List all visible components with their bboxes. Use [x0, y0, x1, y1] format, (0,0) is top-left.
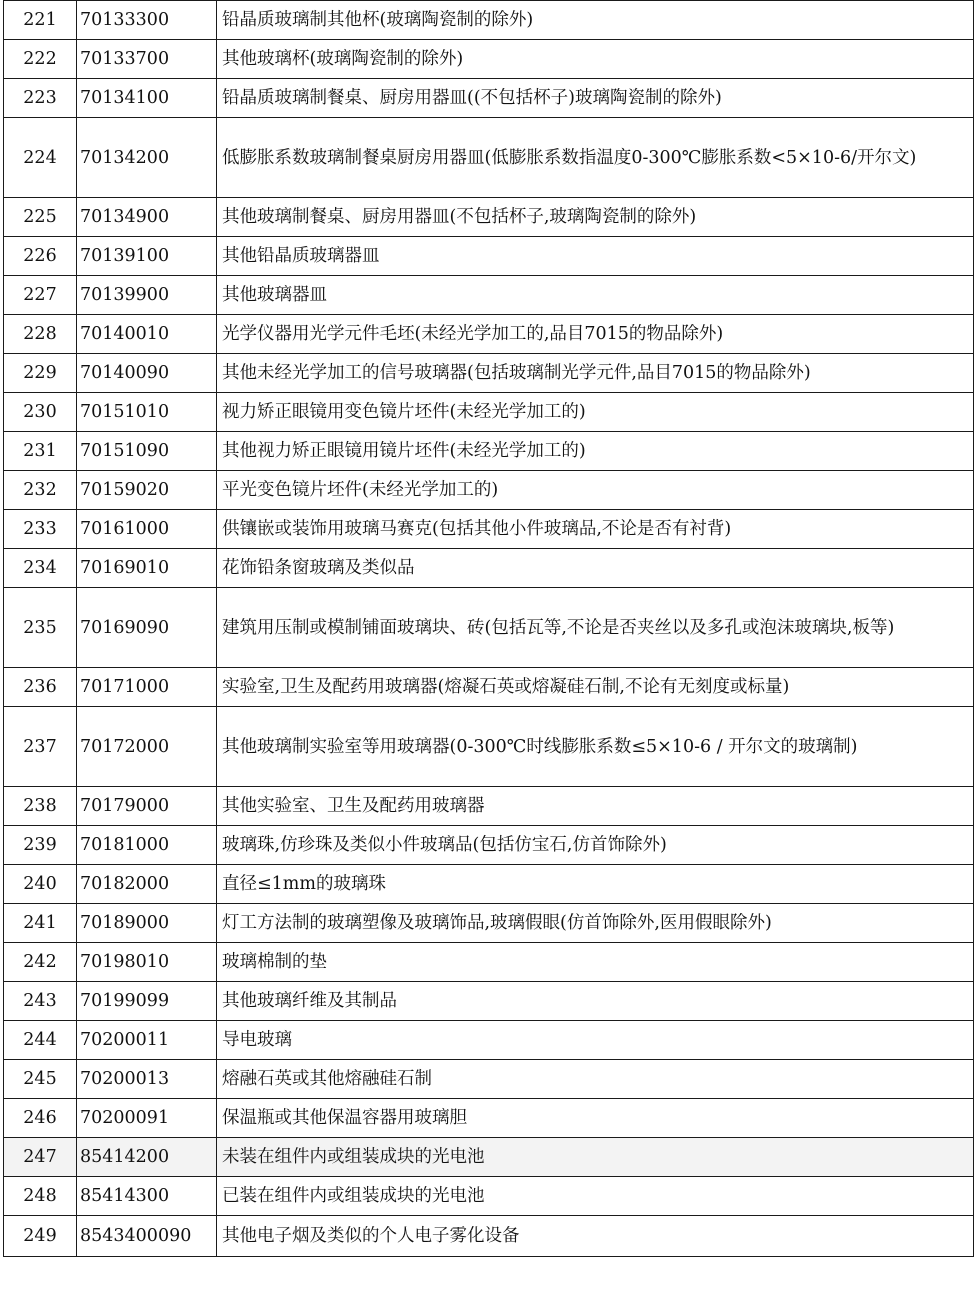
row-number-cell: 229 — [4, 354, 77, 393]
table-row — [4, 904, 974, 943]
hs-code-cell: 70134100 — [77, 79, 217, 118]
description-cell: 已装在组件内或组装成块的光电池 — [217, 1177, 974, 1216]
row-number-cell: 231 — [4, 432, 77, 471]
hs-code-cell: 70151010 — [77, 393, 217, 432]
hs-code-cell: 70200011 — [77, 1021, 217, 1060]
hs-code-cell: 85414300 — [77, 1177, 217, 1216]
table-row — [4, 315, 974, 354]
hs-code-cell: 70172000 — [77, 707, 217, 787]
row-number-cell: 230 — [4, 393, 77, 432]
row-number-cell: 240 — [4, 865, 77, 904]
hs-code-cell: 70139900 — [77, 276, 217, 315]
description-cell: 其他玻璃纤维及其制品 — [217, 982, 974, 1021]
row-number-cell: 247 — [4, 1138, 77, 1177]
table-row — [4, 1060, 974, 1099]
hs-code-cell: 70161000 — [77, 510, 217, 549]
table-row — [4, 707, 974, 787]
hs-code-cell: 8543400090 — [77, 1216, 217, 1257]
row-number-cell: 222 — [4, 40, 77, 79]
description-cell: 其他玻璃器皿 — [217, 276, 974, 315]
hs-code-cell: 70134900 — [77, 198, 217, 237]
description-cell: 其他铅晶质玻璃器皿 — [217, 237, 974, 276]
hs-code-cell: 70179000 — [77, 787, 217, 826]
description-cell: 其他玻璃制餐桌、厨房用器皿(不包括杯子,玻璃陶瓷制的除外) — [217, 198, 974, 237]
description-cell: 供镶嵌或装饰用玻璃马赛克(包括其他小件玻璃品,不论是否有衬背) — [217, 510, 974, 549]
row-number-cell: 226 — [4, 237, 77, 276]
table-row — [4, 198, 974, 237]
table-row — [4, 1138, 974, 1177]
table-row — [4, 276, 974, 315]
row-number-cell: 239 — [4, 826, 77, 865]
description-cell: 建筑用压制或模制铺面玻璃块、砖(包括瓦等,不论是否夹丝以及多孔或泡沫玻璃块,板等) — [217, 588, 974, 668]
description-cell: 低膨胀系数玻璃制餐桌厨房用器皿(低膨胀系数指温度0-300℃膨胀系数<5×10-6/开尔文) — [217, 118, 974, 198]
description-cell: 花饰铅条窗玻璃及类似品 — [217, 549, 974, 588]
description-cell: 直径≤1mm的玻璃珠 — [217, 865, 974, 904]
table-row — [4, 1, 974, 40]
hs-code-cell: 70200013 — [77, 1060, 217, 1099]
table-row — [4, 1099, 974, 1138]
hs-code-cell: 70200091 — [77, 1099, 217, 1138]
row-number-cell: 246 — [4, 1099, 77, 1138]
description-cell: 视力矫正眼镜用变色镜片坯件(未经光学加工的) — [217, 393, 974, 432]
table-row — [4, 982, 974, 1021]
table-row — [4, 1177, 974, 1216]
hs-code-cell: 70181000 — [77, 826, 217, 865]
row-number-cell: 242 — [4, 943, 77, 982]
row-number-cell: 249 — [4, 1216, 77, 1257]
description-cell: 玻璃棉制的垫 — [217, 943, 974, 982]
table-row — [4, 432, 974, 471]
row-number-cell: 236 — [4, 668, 77, 707]
row-number-cell: 238 — [4, 787, 77, 826]
row-number-cell: 223 — [4, 79, 77, 118]
row-number-cell: 228 — [4, 315, 77, 354]
row-number-cell: 241 — [4, 904, 77, 943]
hs-code-cell: 70199099 — [77, 982, 217, 1021]
row-number-cell: 227 — [4, 276, 77, 315]
table-row — [4, 588, 974, 668]
description-cell: 其他玻璃杯(玻璃陶瓷制的除外) — [217, 40, 974, 79]
table-row — [4, 393, 974, 432]
hs-code-cell: 70169090 — [77, 588, 217, 668]
table-row — [4, 510, 974, 549]
description-cell: 其他未经光学加工的信号玻璃器(包括玻璃制光学元件,品目7015的物品除外) — [217, 354, 974, 393]
table-row — [4, 118, 974, 198]
tariff-table — [3, 0, 974, 1257]
hs-code-cell: 70133700 — [77, 40, 217, 79]
description-cell: 熔融石英或其他熔融硅石制 — [217, 1060, 974, 1099]
hs-code-cell: 70134200 — [77, 118, 217, 198]
description-cell: 灯工方法制的玻璃塑像及玻璃饰品,玻璃假眼(仿首饰除外,医用假眼除外) — [217, 904, 974, 943]
hs-code-cell: 70171000 — [77, 668, 217, 707]
row-number-cell: 248 — [4, 1177, 77, 1216]
row-number-cell: 221 — [4, 1, 77, 40]
table-row — [4, 865, 974, 904]
row-number-cell: 243 — [4, 982, 77, 1021]
table-row — [4, 79, 974, 118]
hs-code-cell: 70139100 — [77, 237, 217, 276]
hs-code-cell: 70133300 — [77, 1, 217, 40]
table-row — [4, 943, 974, 982]
description-cell: 其他玻璃制实验室等用玻璃器(0-300℃时线膨胀系数≤5×10-6 / 开尔文的玻璃制) — [217, 707, 974, 787]
description-cell: 保温瓶或其他保温容器用玻璃胆 — [217, 1099, 974, 1138]
description-cell: 未装在组件内或组装成块的光电池 — [217, 1138, 974, 1177]
description-cell: 玻璃珠,仿珍珠及类似小件玻璃品(包括仿宝石,仿首饰除外) — [217, 826, 974, 865]
description-cell: 其他视力矫正眼镜用镜片坯件(未经光学加工的) — [217, 432, 974, 471]
row-number-cell: 224 — [4, 118, 77, 198]
hs-code-cell: 70140010 — [77, 315, 217, 354]
table-row — [4, 668, 974, 707]
row-number-cell: 237 — [4, 707, 77, 787]
table-row — [4, 549, 974, 588]
description-cell: 导电玻璃 — [217, 1021, 974, 1060]
description-cell: 其他实验室、卫生及配药用玻璃器 — [217, 787, 974, 826]
description-cell: 铅晶质玻璃制其他杯(玻璃陶瓷制的除外) — [217, 1, 974, 40]
description-cell: 光学仪器用光学元件毛坯(未经光学加工的,品目7015的物品除外) — [217, 315, 974, 354]
table-row — [4, 826, 974, 865]
row-number-cell: 233 — [4, 510, 77, 549]
row-number-cell: 235 — [4, 588, 77, 668]
hs-code-cell: 70182000 — [77, 865, 217, 904]
hs-code-cell: 70189000 — [77, 904, 217, 943]
hs-code-cell: 70140090 — [77, 354, 217, 393]
hs-code-cell: 70159020 — [77, 471, 217, 510]
row-number-cell: 244 — [4, 1021, 77, 1060]
table-row — [4, 471, 974, 510]
description-cell: 其他电子烟及类似的个人电子雾化设备 — [217, 1216, 974, 1257]
description-cell: 平光变色镜片坯件(未经光学加工的) — [217, 471, 974, 510]
row-number-cell: 225 — [4, 198, 77, 237]
row-number-cell: 245 — [4, 1060, 77, 1099]
row-number-cell: 234 — [4, 549, 77, 588]
table-row — [4, 1216, 974, 1257]
table-row — [4, 237, 974, 276]
hs-code-cell: 85414200 — [77, 1138, 217, 1177]
table-row — [4, 1021, 974, 1060]
table-row — [4, 787, 974, 826]
table-row — [4, 354, 974, 393]
hs-code-cell: 70198010 — [77, 943, 217, 982]
hs-code-cell: 70151090 — [77, 432, 217, 471]
table-body — [4, 1, 974, 1257]
row-number-cell: 232 — [4, 471, 77, 510]
hs-code-cell: 70169010 — [77, 549, 217, 588]
description-cell: 铅晶质玻璃制餐桌、厨房用器皿((不包括杯子)玻璃陶瓷制的除外) — [217, 79, 974, 118]
description-cell: 实验室,卫生及配药用玻璃器(熔凝石英或熔凝硅石制,不论有无刻度或标量) — [217, 668, 974, 707]
table-row — [4, 40, 974, 79]
